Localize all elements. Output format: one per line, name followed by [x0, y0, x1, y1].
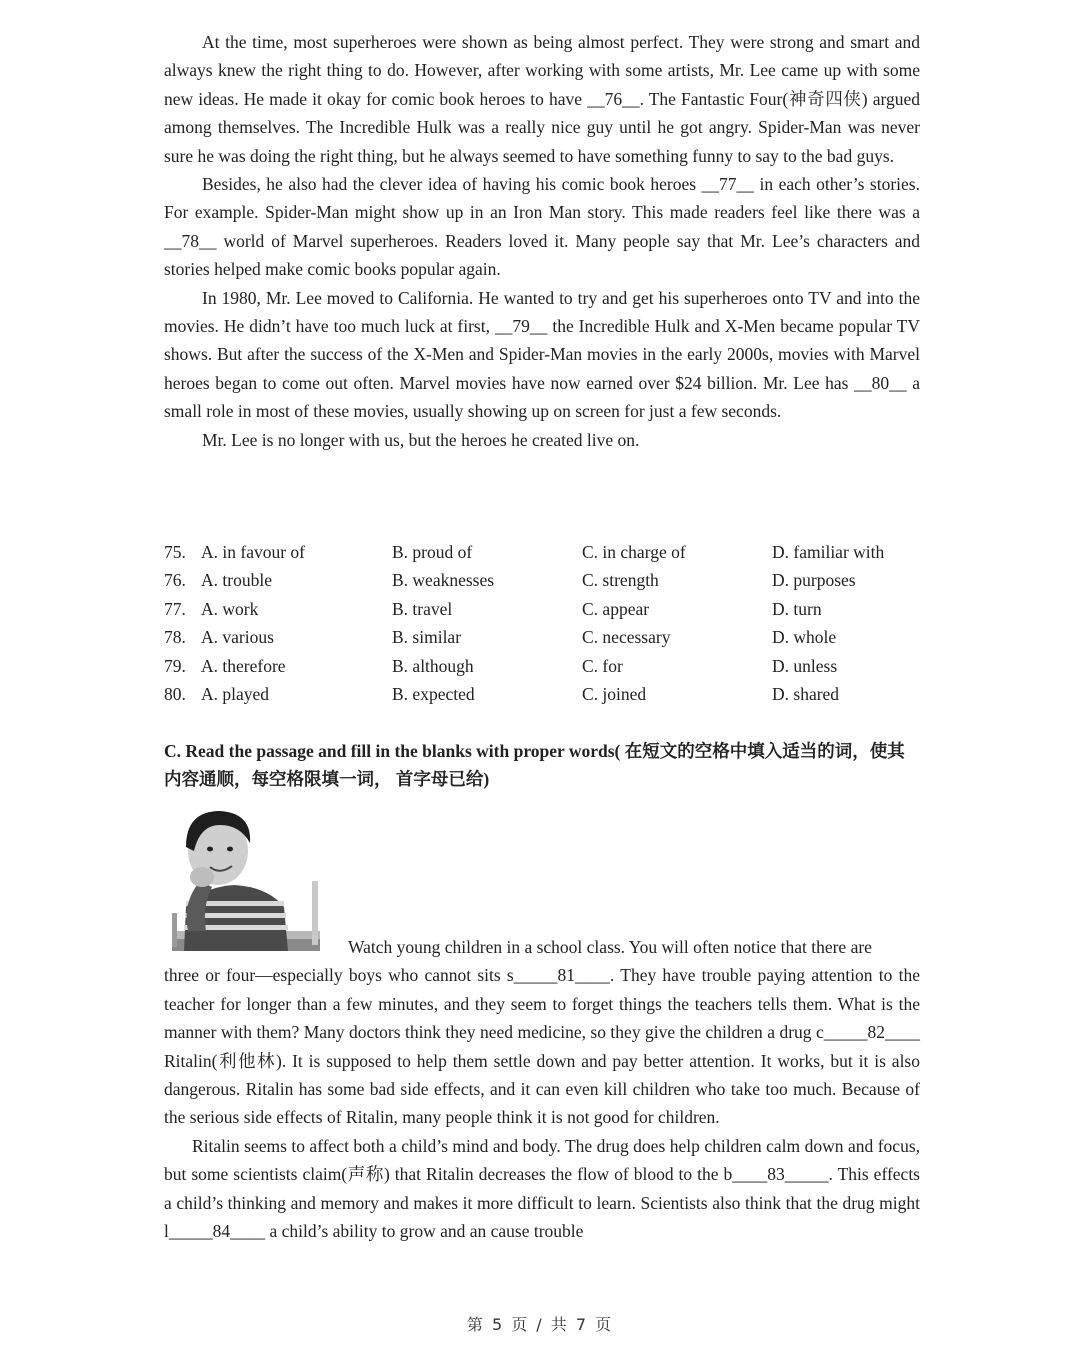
option-d: D. turn: [772, 598, 822, 619]
option-d: D. whole: [772, 627, 837, 648]
paragraph-4: Mr. Lee is no longer with us, but the heroes he created live on.: [202, 429, 640, 450]
question-76: [164, 566, 920, 594]
question-75: [164, 538, 920, 566]
option-c: C. strength: [582, 570, 659, 591]
question-options: [164, 538, 920, 708]
child-photo: [172, 803, 320, 951]
option-c: C. joined: [582, 683, 647, 704]
option-b: B. similar: [392, 627, 462, 648]
question-number: 78.: [164, 627, 186, 648]
passage-c-first-line: Watch young children in a school class. You will often notice that there are: [348, 937, 872, 957]
child-illustration: [172, 803, 320, 951]
question-79: [164, 652, 920, 680]
paragraph-1: At the time, most superheroes were shown as being almost perfect. They were strong and smart and always knew the right thing to do. However, after working with some artists, Mr. Lee came up with some new ideas. He made it okay for comic book heroes to have __76__. The Fantastic Four(神奇四侠) argued among themselves. The Incredible Hulk was a really nice guy until he got angry. Spider-Man was never sure he was doing the right thing, but he always seemed to have something funny to say to the bad guys.: [164, 32, 920, 166]
question-number: 76.: [164, 570, 186, 591]
option-a: A. therefore: [201, 655, 286, 676]
eye: [227, 847, 233, 852]
option-c: C. in charge of: [582, 542, 686, 562]
option-b: B. travel: [392, 598, 453, 619]
passage-c-paragraph-2: Ritalin seems to affect both a child’s mind and body. The drug does help children calm down and focus, but some scientists claim(声称) that Ritalin decreases the flow of blood to the b____83_____. This effects a child’s thinking and memory and makes it more difficult to learn. Scientists also think that the drug might l_____84____ a child’s ability to grow and an cause trouble: [164, 1135, 920, 1242]
passage-b: [164, 28, 920, 454]
option-a: A. played: [201, 683, 270, 704]
option-c: C. necessary: [582, 627, 671, 648]
question-number: 79.: [164, 655, 186, 676]
eye: [207, 847, 213, 852]
section-c-heading: C. Read the passage and fill in the blanks with proper words( 在短文的空格中填入适当的词，使其内容通顺，每空格限填一词， 首字母已给): [164, 741, 905, 790]
option-a: A. in favour of: [201, 542, 306, 562]
question-number: 77.: [164, 598, 186, 619]
option-b: B. although: [392, 655, 474, 676]
question-number: 80.: [164, 683, 186, 704]
paragraph-3: In 1980, Mr. Lee moved to California. He wanted to try and get his superheroes onto TV and into the movies. He didn’t have too much luck at first, __79__ the Incredible Hulk and X-Men became popular TV shows. But after the success of the X-Men and Spider-Man movies in the early 2000s, movies with Marvel heroes began to come out often. Marvel movies have now earned over $24 billion. Mr. Lee has __80__ a small role in most of these movies, usually showing up on screen for just a few seconds.: [164, 287, 920, 422]
option-c: C. appear: [582, 598, 650, 619]
hand: [190, 867, 214, 887]
question-77: [164, 595, 920, 623]
option-d: D. shared: [772, 683, 840, 704]
option-a: A. various: [201, 627, 274, 648]
page-footer: 第 5 页 / 共 7 页: [466, 1315, 614, 1334]
option-d: D. unless: [772, 655, 838, 676]
option-a: A. work: [201, 598, 259, 619]
question-80: [164, 680, 920, 708]
passage-c: [164, 933, 920, 1245]
option-b: B. weaknesses: [392, 570, 495, 591]
option-b: B. expected: [392, 683, 475, 704]
option-c: C. for: [582, 655, 623, 676]
option-d: D. familiar with: [772, 542, 885, 562]
passage-c-paragraph-1: three or four—especially boys who cannot sits s_____81____. They have trouble paying attention to the teacher for longer than a few minutes, and they seem to forget things the teachers tells them. What is the manner with them? Many doctors think they need medicine, so they give the children a drug c_____82____ Ritalin(利他林). It is supposed to help them settle down and pay better attention. It works, but it is also dangerous. Ritalin has some bad side effects, and it can even kill children who take too much. Because of the serious side effects of Ritalin, many people think it is not good for children.: [164, 965, 920, 1128]
option-a: A. trouble: [201, 570, 272, 591]
question-number: 75.: [164, 542, 186, 562]
option-b: B. proud of: [392, 542, 473, 562]
question-78: [164, 623, 920, 651]
paragraph-2: Besides, he also had the clever idea of having his comic book heroes __77__ in each other’s stories. For example. Spider-Man might show up in an Iron Man story. This made readers feel like there was a __78__ world of Marvel superheroes. Readers loved it. Many people say that Mr. Lee’s characters and stories helped make comic books popular again.: [164, 174, 920, 280]
option-d: D. purposes: [772, 570, 856, 591]
